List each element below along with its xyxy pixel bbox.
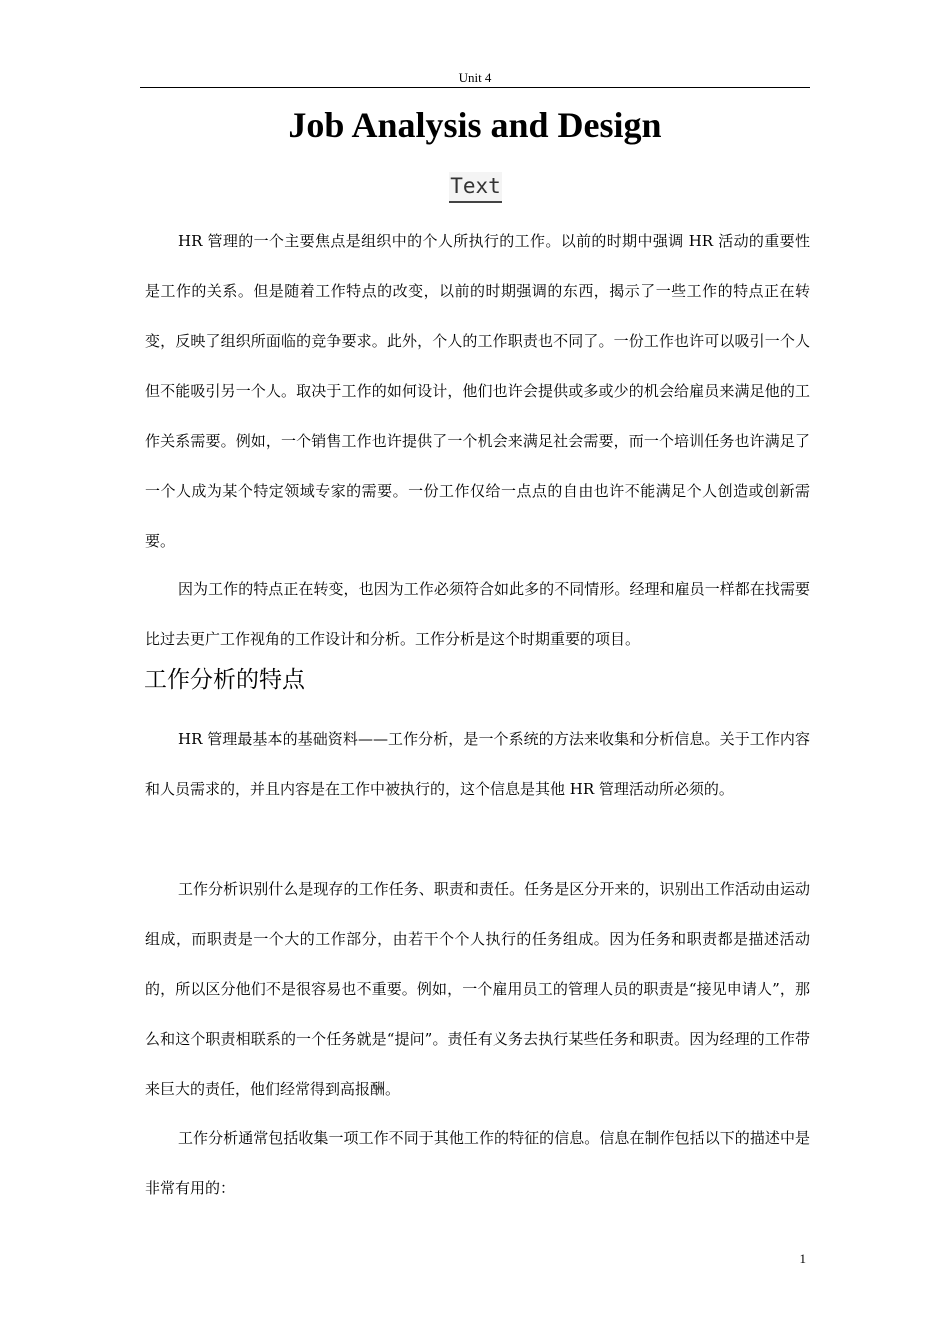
section-label-box [449, 172, 502, 203]
page-number: 1 [799, 1251, 806, 1266]
section-heading: 工作分析的特点 [144, 667, 305, 693]
paragraph: 工作分析识别什么是现存的工作任务、职责和责任。任务是区分开来的，识别出工作活动由运动组成，而职责是一个大的工作部分，由若干个个人执行的任务组成。因为任务和职责都是描述活动的，所以区分他们不是很容易也不重要。例如，一个雇用员工的管理人员的职责是“接见申请人”，那么和这个职责相联系的一个任务就是“提问”。责任有义务去执行某些任务和职责。因为经理的工作带来巨大的责任，他们经常得到高报酬。 [145, 880, 810, 1098]
paragraph: 因为工作的特点正在转变，也因为工作必须符合如此多的不同情形。经理和雇员一样都在找需要比过去更广工作视角的工作设计和分析。工作分析是这个时期重要的项目。 [145, 580, 810, 648]
document-title: Job Analysis and Design [288, 105, 662, 145]
running-header: Unit 4 [458, 70, 492, 85]
paragraph: 工作分析通常包括收集一项工作不同于其他工作的特征的信息。信息在制作包括以下的描述中是非常有用的： [145, 1129, 810, 1197]
paragraph: HR 管理最基本的基础资料——工作分析，是一个系统的方法来收集和分析信息。关于工作内容和人员需求的，并且内容是在工作中被执行的，这个信息是其他 HR 管理活动所必须的。 [145, 730, 810, 798]
header-rule [140, 87, 810, 88]
section-label: Text [450, 174, 501, 198]
paragraph: HR 管理的一个主要焦点是组织中的个人所执行的工作。以前的时期中强调 HR 活动的重要性是工作的关系。但是随着工作特点的改变，以前的时期强调的东西，揭示了一些工作的特点正在转变，反映了组织所面临的竞争要求。此外，个人的工作职责也不同了。一份工作也许可以吸引一个人但不能吸引另一个人。取决于工作的如何设计，他们也许会提供或多或少的机会给雇员来满足他的工作关系需要。例如，一个销售工作也许提供了一个机会来满足社会需要，而一个培训任务也许满足了一个人成为某个特定领域专家的需要。一份工作仅给一点点的自由也许不能满足个人创造或创新需要。 [145, 232, 810, 550]
